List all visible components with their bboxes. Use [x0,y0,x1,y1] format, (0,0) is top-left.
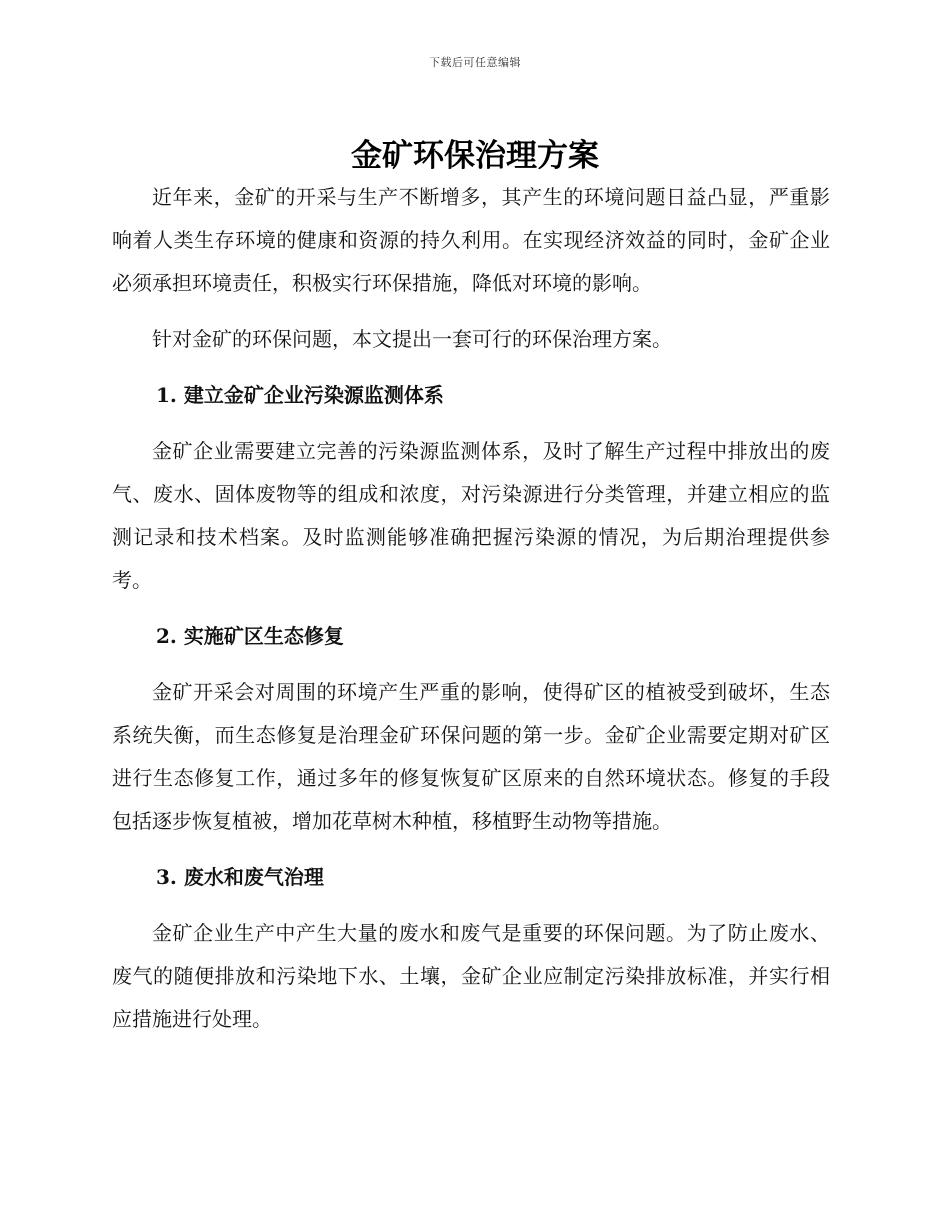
intro-paragraph-2: 针对金矿的环保问题，本文提出一套可行的环保治理方案。 [152,327,672,351]
section-body-1: 金矿企业需要建立完善的污染源监测体系，及时了解生产过程中排放出的废气、废水、固体废物等的组成和浓度，对污染源进行分类管理，并建立相应的监测记录和技术档案。及时监测能够准确把握污染源的情况，为后期治理提供参考。 [112,439,830,592]
section-body-3: 金矿企业生产中产生大量的废水和废气是重要的环保问题。为了防止废水、废气的随便排放和污染地下水、土壤，金矿企业应制定污染排放标准，并实行相应措施进行处理。 [112,921,830,1031]
section-heading-2: 2. 实施矿区生态修复 [156,624,344,648]
intro-paragraph-1: 近年来，金矿的开采与生产不断增多，其产生的环境问题日益凸显，严重影响着人类生存环境的健康和资源的持久利用。在实现经济效益的同时，金矿企业必须承担环境责任，积极实行环保措施，降低对环境的影响。 [112,185,830,295]
document-title: 金矿环保治理方案 [351,138,599,174]
section-body-2: 金矿开采会对周围的环境产生严重的影响，使得矿区的植被受到破坏，生态系统失衡，而生态修复是治理金矿环保问题的第一步。金矿企业需要定期对矿区进行生态修复工作，通过多年的修复恢复矿区原来的自然环境状态。修复的手段包括逐步恢复植被，增加花草树木种植，移植野生动物等措施。 [112,680,830,833]
document-body [112,176,830,1054]
page-header-note: 下载后可任意编辑 [429,56,521,69]
section-heading-3: 3. 废水和废气治理 [156,865,324,889]
section-heading-1: 1. 建立金矿企业污染源监测体系 [156,383,444,407]
